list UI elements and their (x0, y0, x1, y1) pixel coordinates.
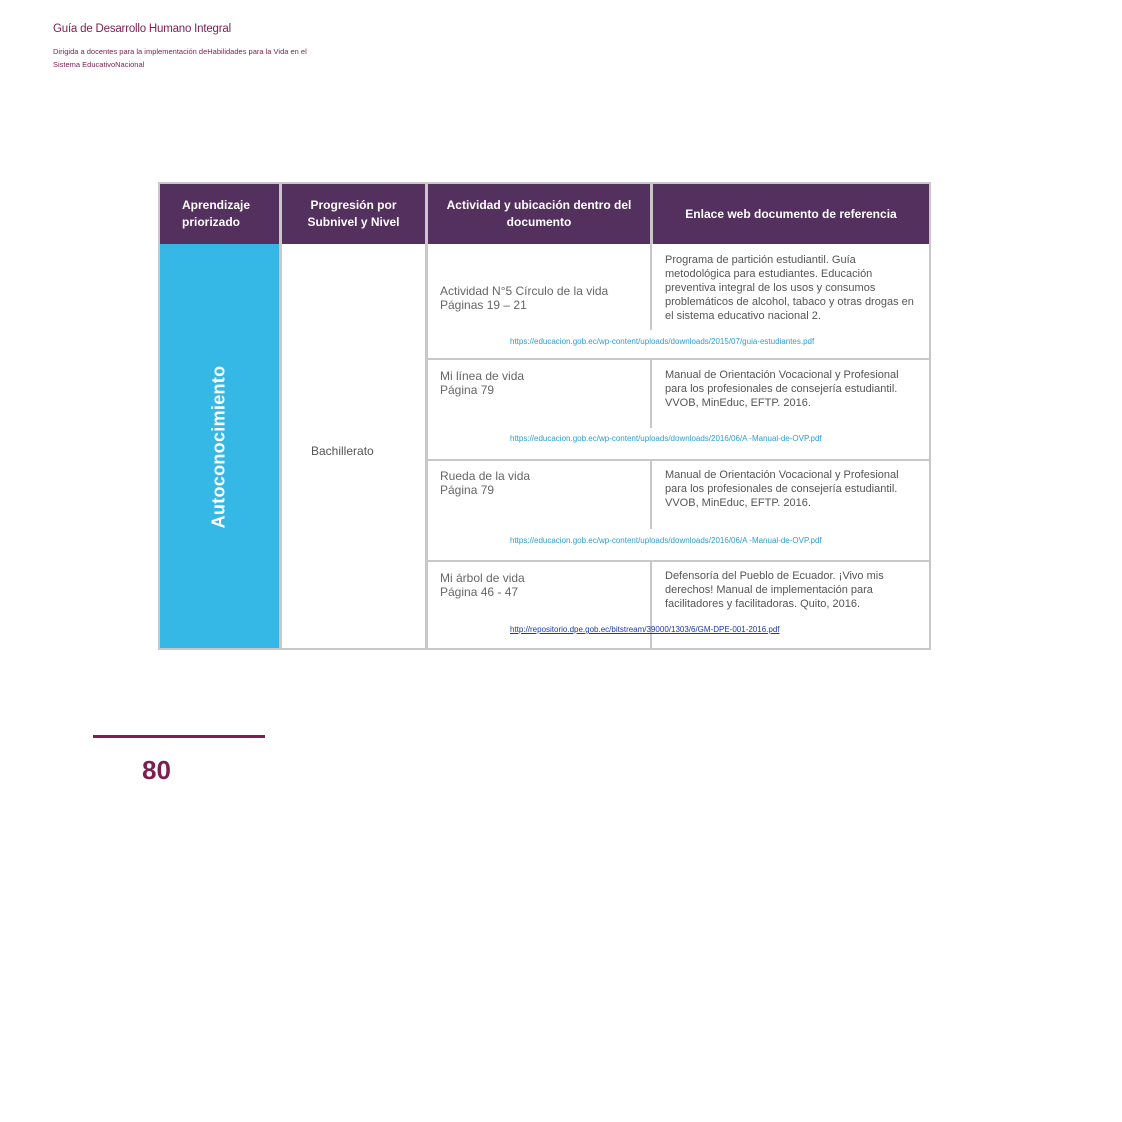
reference-link[interactable]: https://educacion.gob.ec/wp-content/uploads/downloads/2015/07/guia-estudiantes.pdf (510, 337, 815, 346)
category-cell (160, 244, 279, 648)
header-aprendizaje: Aprendizaje priorizado (182, 198, 251, 229)
activity-name: Actividad N°5 Círculo de la vida (440, 284, 609, 298)
category-label: Autoconocimiento (208, 365, 229, 529)
reference-text: Programa de partición estudiantil. Guía metodológica para estudiantes. Educación preventiva integral de los usos y consumos problemáticos de alcohol, tabaco y otras drogas en el sistema educativo nacional 2. (665, 254, 914, 322)
document-title: Guía de Desarrollo Humano Integral (53, 23, 231, 35)
activity-pages: Página 46 - 47 (440, 585, 519, 599)
table-row (440, 369, 524, 397)
document-subtitle: Dirigida a docentes para la implementación deHabilidades para la Vida en el Sistema EducativoNacional (53, 47, 307, 69)
table-row (440, 284, 608, 312)
activity-pages: Página 79 (440, 483, 495, 497)
activity-name: Mi línea de vida (440, 369, 525, 383)
activity-pages: Página 79 (440, 383, 495, 397)
activity-name: Rueda de la vida (440, 469, 531, 483)
reference-text: Manual de Orientación Vocacional y Profesional para los profesionales de consejería estudiantil. VVOB, MinEduc, EFTP. 2016. (665, 469, 899, 509)
reference-link[interactable]: http://repositorio.dpe.gob.ec/bitstream/39000/1303/6/GM-DPE-001-2016.pdf (510, 625, 780, 634)
level-label: Bachillerato (311, 444, 374, 458)
cell-divider (650, 562, 652, 648)
activity-pages: Páginas 19 – 21 (440, 298, 527, 312)
reference-link[interactable]: https://educacion.gob.ec/wp-content/uploads/downloads/2016/06/A -Manual-de-OVP.pdf (510, 434, 822, 443)
column-divider (425, 244, 428, 648)
cell-divider (650, 244, 652, 330)
header-progresion: Progresión por Subnivel y Nivel (307, 198, 400, 229)
table-header-row (160, 184, 929, 244)
table-row (440, 571, 525, 599)
reference-link[interactable]: https://educacion.gob.ec/wp-content/uploads/downloads/2016/06/A -Manual-de-OVP.pdf (510, 536, 822, 545)
cell-divider (650, 461, 652, 529)
row-divider (426, 459, 929, 461)
column-divider (279, 244, 282, 648)
cell-divider (650, 360, 652, 428)
activity-name: Mi árbol de vida (440, 571, 525, 585)
reference-text: Manual de Orientación Vocacional y Profesional para los profesionales de consejería estudiantil. VVOB, MinEduc, EFTP. 2016. (665, 369, 899, 409)
row-divider (426, 560, 929, 562)
page-number: 80 (142, 755, 171, 785)
table-row (440, 469, 530, 497)
reference-text: Defensoría del Pueblo de Ecuador. ¡Vivo mis derechos! Manual de implementación para facilitadores y facilitadoras. Quito, 2016. (665, 570, 884, 610)
header-enlace: Enlace web documento de referencia (685, 206, 897, 221)
row-divider (426, 358, 929, 360)
reference-table (158, 182, 931, 650)
page-number-rule (93, 735, 265, 738)
header-actividad: Actividad y ubicación dentro del documento (446, 198, 632, 229)
